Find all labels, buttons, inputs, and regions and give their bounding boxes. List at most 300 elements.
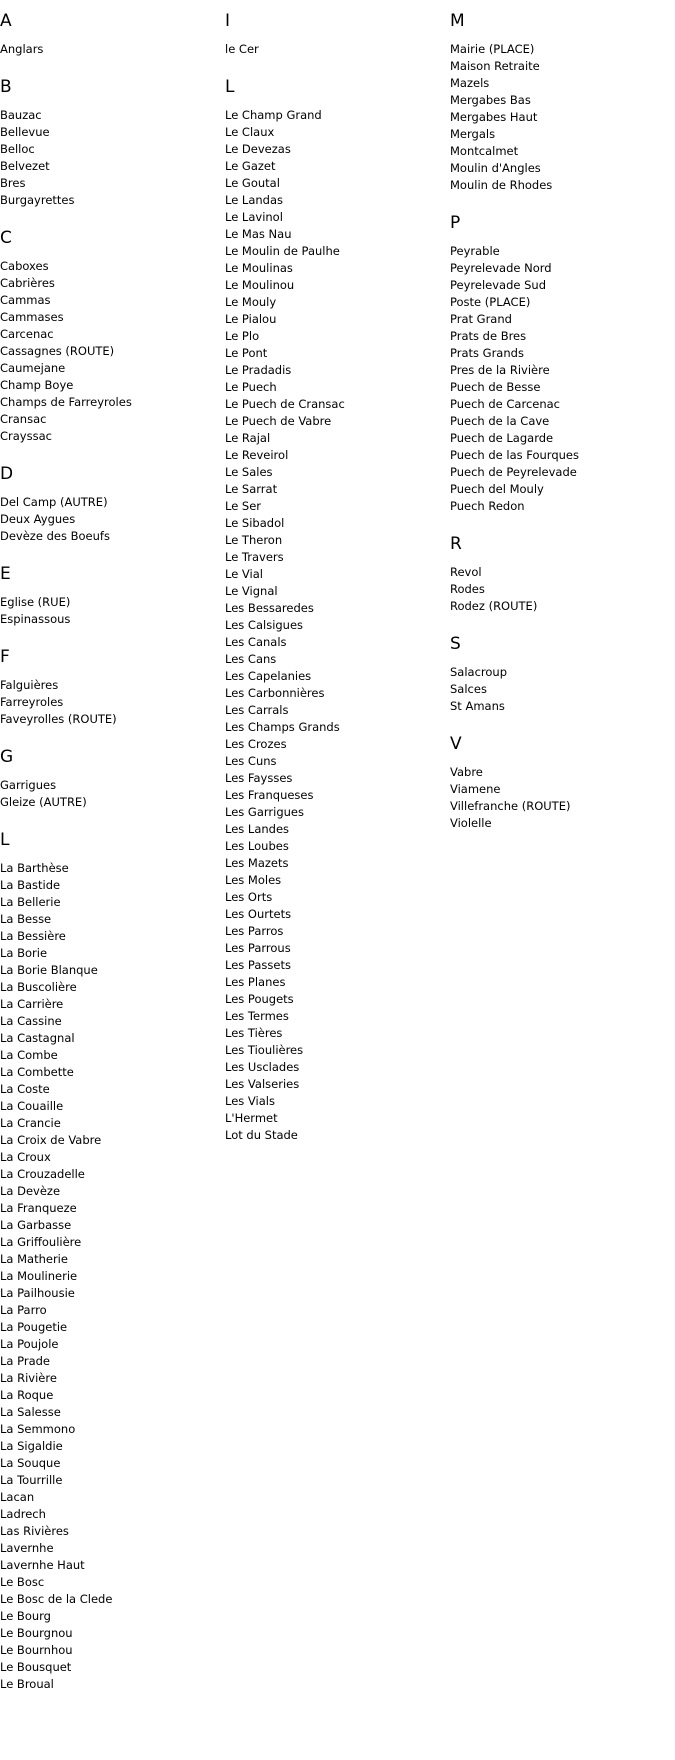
place-link[interactable]: La Crouzadelle — [0, 1167, 85, 1181]
place-link[interactable]: Prats de Bres — [450, 329, 527, 343]
letter-group-v — [450, 734, 675, 832]
place-link[interactable]: Le Mas Nau — [225, 227, 292, 241]
place-link[interactable]: Les Loubes — [225, 839, 289, 853]
list-item — [225, 719, 450, 736]
place-link[interactable]: Puech Redon — [450, 499, 525, 513]
list-item — [0, 594, 225, 611]
place-link[interactable]: Le Broual — [0, 1677, 54, 1691]
list-item — [225, 991, 450, 1008]
place-link[interactable]: La Borie Blanque — [0, 963, 98, 977]
place-link[interactable]: Falguières — [0, 678, 59, 692]
place-link[interactable]: Las Rivières — [0, 1524, 69, 1538]
place-link[interactable]: Les Ourtets — [225, 907, 292, 921]
place-link[interactable]: Le Reveirol — [225, 448, 289, 462]
place-link[interactable]: La Franqueze — [0, 1201, 77, 1215]
place-link[interactable]: Les Cuns — [225, 754, 277, 768]
place-link[interactable]: Le Landas — [225, 193, 284, 207]
list-item — [450, 481, 675, 498]
place-link[interactable]: Champ Boye — [0, 378, 74, 392]
place-link[interactable]: Devèze des Boeufs — [0, 529, 110, 543]
place-link[interactable]: Le Bourg — [0, 1609, 51, 1623]
place-link[interactable]: Le Plo — [225, 329, 260, 343]
place-link[interactable]: La Matherie — [0, 1252, 68, 1266]
list-item — [225, 413, 450, 430]
place-link[interactable]: La Cassine — [0, 1014, 62, 1028]
list-item — [450, 781, 675, 798]
place-link[interactable]: Anglars — [0, 42, 44, 56]
place-list — [450, 243, 675, 515]
place-link[interactable]: Le Sales — [225, 465, 273, 479]
list-item — [225, 634, 450, 651]
list-item — [0, 1574, 225, 1591]
list-item — [0, 1489, 225, 1506]
place-link[interactable]: Les Carbonnières — [225, 686, 325, 700]
place-link[interactable]: La Salesse — [0, 1405, 61, 1419]
letter-group-c — [0, 228, 225, 445]
place-link[interactable]: Cabrières — [0, 276, 55, 290]
place-link[interactable]: Mergals — [450, 127, 496, 141]
list-item — [225, 379, 450, 396]
place-link[interactable]: Mergabes Bas — [450, 93, 531, 107]
list-item — [225, 447, 450, 464]
place-list — [450, 664, 675, 715]
list-item — [225, 583, 450, 600]
list-item — [450, 430, 675, 447]
letter-heading: G — [0, 747, 14, 767]
letter-heading: P — [450, 213, 461, 233]
list-item — [225, 651, 450, 668]
place-link[interactable]: Maison Retraite — [450, 59, 540, 73]
place-link[interactable]: Le Moulinou — [225, 278, 295, 292]
place-list — [450, 564, 675, 615]
list-item — [450, 92, 675, 109]
place-link[interactable]: Bres — [0, 176, 26, 190]
list-item — [450, 447, 675, 464]
place-link[interactable]: Le Lavinol — [225, 210, 283, 224]
list-item — [0, 394, 225, 411]
list-item — [450, 498, 675, 515]
list-item — [225, 311, 450, 328]
place-link[interactable]: Cammases — [0, 310, 64, 324]
place-link[interactable]: Le Devezas — [225, 142, 291, 156]
place-list — [450, 764, 675, 832]
place-link[interactable]: Mergabes Haut — [450, 110, 538, 124]
place-link[interactable]: Le Moulin de Paulhe — [225, 244, 340, 258]
list-item — [450, 345, 675, 362]
place-link[interactable]: Les Planes — [225, 975, 286, 989]
place-link[interactable]: Les Termes — [225, 1009, 289, 1023]
place-link[interactable]: Garrigues — [0, 778, 57, 792]
list-item — [0, 1659, 225, 1676]
place-link[interactable]: Montcalmet — [450, 144, 519, 158]
place-link[interactable]: Violelle — [450, 816, 492, 830]
place-link[interactable]: Le Pradadis — [225, 363, 292, 377]
place-link[interactable]: Les Tioulières — [225, 1043, 304, 1057]
list-item — [450, 41, 675, 58]
place-link[interactable]: La Prade — [0, 1354, 50, 1368]
place-link[interactable]: Les Champs Grands — [225, 720, 340, 734]
place-link[interactable]: Les Tières — [225, 1026, 283, 1040]
place-link[interactable]: Le Rajal — [225, 431, 271, 445]
list-item — [0, 107, 225, 124]
list-item — [450, 664, 675, 681]
list-item — [0, 1455, 225, 1472]
list-item — [225, 226, 450, 243]
place-link[interactable]: Ladrech — [0, 1507, 46, 1521]
place-link[interactable]: Moulin de Rhodes — [450, 178, 553, 192]
place-link[interactable]: La Pougetie — [0, 1320, 68, 1334]
place-link[interactable]: Le Champ Grand — [225, 108, 322, 122]
place-link[interactable]: L'Hermet — [225, 1111, 278, 1125]
place-link[interactable]: Poste (PLACE) — [450, 295, 531, 309]
list-item — [450, 464, 675, 481]
place-link[interactable]: Le Bosc — [0, 1575, 45, 1589]
place-link[interactable]: Le Vial — [225, 567, 263, 581]
place-link[interactable]: Le Goutal — [225, 176, 280, 190]
place-link[interactable]: Le Bosc de la Clede — [0, 1592, 113, 1606]
place-link[interactable]: Le Bournhou — [0, 1643, 73, 1657]
list-item — [225, 566, 450, 583]
place-link[interactable]: La Bellerie — [0, 895, 61, 909]
list-item — [0, 1523, 225, 1540]
list-item — [0, 1319, 225, 1336]
list-item — [0, 1081, 225, 1098]
place-link[interactable]: La Crancie — [0, 1116, 61, 1130]
index-column-3 — [450, 0, 675, 851]
letter-group-m — [450, 11, 675, 194]
place-link[interactable]: Les Crozes — [225, 737, 287, 751]
list-item — [0, 1183, 225, 1200]
place-link[interactable]: Burgayrettes — [0, 193, 75, 207]
list-item — [0, 677, 225, 694]
letter-group-l — [0, 830, 225, 1693]
place-link[interactable]: Les Passets — [225, 958, 291, 972]
list-item — [225, 855, 450, 872]
list-item — [450, 698, 675, 715]
place-link[interactable]: Mazels — [450, 76, 490, 90]
list-item — [0, 911, 225, 928]
place-link[interactable]: La Garbasse — [0, 1218, 72, 1232]
list-item — [225, 1042, 450, 1059]
list-item — [225, 260, 450, 277]
place-list — [0, 594, 225, 628]
place-link[interactable]: La Poujole — [0, 1337, 59, 1351]
place-list — [0, 107, 225, 209]
place-link[interactable]: Bauzac — [0, 108, 42, 122]
list-item — [0, 511, 225, 528]
list-item — [225, 532, 450, 549]
list-item — [0, 1166, 225, 1183]
place-link[interactable]: Vabre — [450, 765, 483, 779]
list-item — [225, 872, 450, 889]
list-item — [225, 702, 450, 719]
list-item — [0, 1625, 225, 1642]
place-link[interactable]: Les Landes — [225, 822, 290, 836]
letter-heading: I — [225, 11, 231, 31]
letter-heading: D — [0, 464, 14, 484]
list-item — [225, 617, 450, 634]
place-link[interactable]: Le Sarrat — [225, 482, 278, 496]
place-link[interactable]: Lot du Stade — [225, 1128, 298, 1142]
place-link[interactable]: La Buscolière — [0, 980, 77, 994]
place-link[interactable]: Le Theron — [225, 533, 283, 547]
place-link[interactable]: Puech de Lagarde — [450, 431, 554, 445]
list-item — [450, 681, 675, 698]
place-link[interactable]: Puech de Besse — [450, 380, 541, 394]
list-item — [225, 1093, 450, 1110]
place-link[interactable]: La Souque — [0, 1456, 61, 1470]
place-link[interactable]: Cassagnes (ROUTE) — [0, 344, 115, 358]
place-link[interactable]: Pres de la Rivière — [450, 363, 550, 377]
list-item — [225, 804, 450, 821]
list-item — [0, 192, 225, 209]
place-link[interactable]: Rodez (ROUTE) — [450, 599, 538, 613]
list-item — [0, 360, 225, 377]
place-link[interactable]: Les Carrals — [225, 703, 289, 717]
list-item — [450, 75, 675, 92]
letter-group-g — [0, 747, 225, 811]
list-item — [225, 1059, 450, 1076]
place-link[interactable]: La Parro — [0, 1303, 47, 1317]
place-link[interactable]: Peyrelevade Nord — [450, 261, 552, 275]
place-link[interactable]: Le Pont — [225, 346, 268, 360]
place-link[interactable]: Les Capelanies — [225, 669, 312, 683]
letter-heading: V — [450, 734, 462, 754]
list-item — [0, 1642, 225, 1659]
list-item — [0, 1064, 225, 1081]
list-item — [450, 277, 675, 294]
list-item — [225, 396, 450, 413]
list-item — [225, 124, 450, 141]
place-link[interactable]: Le Sibadol — [225, 516, 285, 530]
place-link[interactable]: Cammas — [0, 293, 51, 307]
list-item — [0, 1557, 225, 1574]
list-item — [225, 294, 450, 311]
list-item — [225, 736, 450, 753]
letter-heading: L — [225, 77, 235, 97]
place-link[interactable]: Le Pialou — [225, 312, 277, 326]
list-item — [0, 1251, 225, 1268]
list-item — [0, 1353, 225, 1370]
list-item — [450, 160, 675, 177]
place-link[interactable]: Le Vignal — [225, 584, 278, 598]
place-link[interactable]: La Besse — [0, 912, 52, 926]
place-link[interactable]: La Tourrille — [0, 1473, 63, 1487]
place-link[interactable]: Le Ser — [225, 499, 262, 513]
place-link[interactable]: Les Franqueses — [225, 788, 314, 802]
place-link[interactable]: le Cer — [225, 42, 259, 56]
list-item — [225, 192, 450, 209]
list-item — [225, 889, 450, 906]
place-link[interactable]: Les Vials — [225, 1094, 275, 1108]
list-item — [0, 258, 225, 275]
place-link[interactable]: Puech del Mouly — [450, 482, 544, 496]
list-item — [225, 770, 450, 787]
letter-group-l — [225, 77, 450, 1144]
list-item — [225, 464, 450, 481]
place-link[interactable]: Puech de las Fourques — [450, 448, 579, 462]
place-link[interactable]: La Bastide — [0, 878, 61, 892]
place-link[interactable]: Bellevue — [0, 125, 50, 139]
list-item — [0, 1217, 225, 1234]
place-link[interactable]: Les Orts — [225, 890, 273, 904]
list-item — [0, 1336, 225, 1353]
place-link[interactable]: La Couaille — [0, 1099, 64, 1113]
place-link[interactable]: Lacan — [0, 1490, 35, 1504]
list-item — [450, 328, 675, 345]
letter-group-d — [0, 464, 225, 545]
place-link[interactable]: Les Parrous — [225, 941, 291, 955]
place-link[interactable]: Le Claux — [225, 125, 275, 139]
list-item — [0, 1149, 225, 1166]
place-link[interactable]: Rodes — [450, 582, 485, 596]
list-item — [0, 1438, 225, 1455]
list-item — [225, 940, 450, 957]
list-item — [0, 1540, 225, 1557]
place-link[interactable]: Lavernhe Haut — [0, 1558, 85, 1572]
list-item — [225, 549, 450, 566]
place-link[interactable]: Revol — [450, 565, 482, 579]
list-item — [450, 109, 675, 126]
place-link[interactable]: Faveyrolles (ROUTE) — [0, 712, 117, 726]
place-link[interactable]: Deux Aygues — [0, 512, 76, 526]
place-link[interactable]: Cransac — [0, 412, 47, 426]
place-link[interactable]: Les Garrigues — [225, 805, 304, 819]
place-link[interactable]: Les Cans — [225, 652, 277, 666]
place-link[interactable]: Viamene — [450, 782, 501, 796]
place-link[interactable]: Le Puech — [225, 380, 277, 394]
letter-heading: B — [0, 77, 12, 97]
place-link[interactable]: Prat Grand — [450, 312, 512, 326]
list-item — [0, 1098, 225, 1115]
place-link[interactable]: La Combette — [0, 1065, 74, 1079]
place-link[interactable]: Crayssac — [0, 429, 52, 443]
list-item — [450, 143, 675, 160]
place-link[interactable]: La Roque — [0, 1388, 54, 1402]
place-link[interactable]: La Borie — [0, 946, 48, 960]
place-link[interactable]: La Rivière — [0, 1371, 57, 1385]
place-link[interactable]: Les Valseries — [225, 1077, 300, 1091]
list-item — [225, 345, 450, 362]
list-item — [225, 1127, 450, 1144]
list-item — [0, 1676, 225, 1693]
place-link[interactable]: La Semmono — [0, 1422, 76, 1436]
place-link[interactable]: Belloc — [0, 142, 35, 156]
place-list — [0, 258, 225, 445]
place-link[interactable]: Gleize (AUTRE) — [0, 795, 87, 809]
place-link[interactable]: Puech de Peyrelevade — [450, 465, 577, 479]
list-item — [0, 1591, 225, 1608]
place-link[interactable]: Eglise (RUE) — [0, 595, 71, 609]
place-link[interactable]: La Barthèse — [0, 861, 69, 875]
place-link[interactable]: La Combe — [0, 1048, 58, 1062]
place-link[interactable]: Moulin d'Angles — [450, 161, 541, 175]
place-link[interactable]: La Castagnal — [0, 1031, 75, 1045]
place-list — [0, 860, 225, 1693]
place-link[interactable]: Le Bourgnou — [0, 1626, 73, 1640]
place-link[interactable]: Le Bousquet — [0, 1660, 72, 1674]
place-link[interactable]: Le Travers — [225, 550, 284, 564]
place-link[interactable]: Les Bessaredes — [225, 601, 314, 615]
index-column-1 — [0, 0, 225, 1712]
place-link[interactable]: La Griffoulière — [0, 1235, 82, 1249]
place-link[interactable]: Prats Grands — [450, 346, 524, 360]
place-link[interactable]: Peyrelevade Sud — [450, 278, 546, 292]
place-link[interactable]: La Bessière — [0, 929, 66, 943]
place-link[interactable]: Les Mazets — [225, 856, 289, 870]
place-link[interactable]: La Pailhousie — [0, 1286, 75, 1300]
place-link[interactable]: La Devèze — [0, 1184, 61, 1198]
place-link[interactable]: Espinassous — [0, 612, 71, 626]
place-link[interactable]: Caboxes — [0, 259, 49, 273]
list-item — [450, 564, 675, 581]
list-item — [0, 711, 225, 728]
place-list — [0, 41, 225, 58]
list-item — [0, 945, 225, 962]
place-link[interactable]: Lavernhe — [0, 1541, 54, 1555]
list-item — [0, 1268, 225, 1285]
list-item — [0, 41, 225, 58]
place-link[interactable]: Carcenac — [0, 327, 54, 341]
place-link[interactable]: Villefranche (ROUTE) — [450, 799, 571, 813]
list-item — [225, 515, 450, 532]
place-link[interactable]: Peyrable — [450, 244, 500, 258]
list-item — [0, 175, 225, 192]
place-link[interactable]: Farreyroles — [0, 695, 64, 709]
list-item — [225, 141, 450, 158]
place-link[interactable]: Les Calsigues — [225, 618, 304, 632]
place-link[interactable]: Puech de la Cave — [450, 414, 550, 428]
list-item — [225, 175, 450, 192]
place-link[interactable]: Mairie (PLACE) — [450, 42, 535, 56]
place-link[interactable]: La Moulinerie — [0, 1269, 78, 1283]
place-link[interactable]: Les Pougets — [225, 992, 294, 1006]
place-link[interactable]: Le Moulinas — [225, 261, 293, 275]
list-item — [225, 957, 450, 974]
place-link[interactable]: Puech de Carcenac — [450, 397, 561, 411]
list-item — [450, 798, 675, 815]
list-item — [0, 1030, 225, 1047]
place-link[interactable]: Les Usclades — [225, 1060, 300, 1074]
place-link[interactable]: Le Mouly — [225, 295, 277, 309]
place-link[interactable]: La Croux — [0, 1150, 51, 1164]
list-item — [0, 292, 225, 309]
place-link[interactable]: Les Parros — [225, 924, 284, 938]
place-link[interactable]: La Coste — [0, 1082, 50, 1096]
place-link[interactable]: Les Moles — [225, 873, 282, 887]
place-link[interactable]: Del Camp (AUTRE) — [0, 495, 108, 509]
place-link[interactable]: Le Puech de Cransac — [225, 397, 345, 411]
list-item — [225, 906, 450, 923]
letter-group-r — [450, 534, 675, 615]
list-item — [225, 481, 450, 498]
place-link[interactable]: La Carrière — [0, 997, 64, 1011]
place-link[interactable]: Salacroup — [450, 665, 508, 679]
place-link[interactable]: Belvezet — [0, 159, 50, 173]
place-link[interactable]: St Amans — [450, 699, 505, 713]
place-link[interactable]: Le Puech de Vabre — [225, 414, 332, 428]
place-list — [225, 107, 450, 1144]
place-link[interactable]: La Sigaldie — [0, 1439, 63, 1453]
place-link[interactable]: La Croix de Vabre — [0, 1133, 102, 1147]
list-item — [0, 1506, 225, 1523]
place-link[interactable]: Les Faysses — [225, 771, 293, 785]
place-link[interactable]: Caumejane — [0, 361, 66, 375]
place-link[interactable]: Le Gazet — [225, 159, 276, 173]
place-link[interactable]: Salces — [450, 682, 487, 696]
place-link[interactable]: Les Canals — [225, 635, 287, 649]
place-link[interactable]: Champs de Farreyroles — [0, 395, 132, 409]
